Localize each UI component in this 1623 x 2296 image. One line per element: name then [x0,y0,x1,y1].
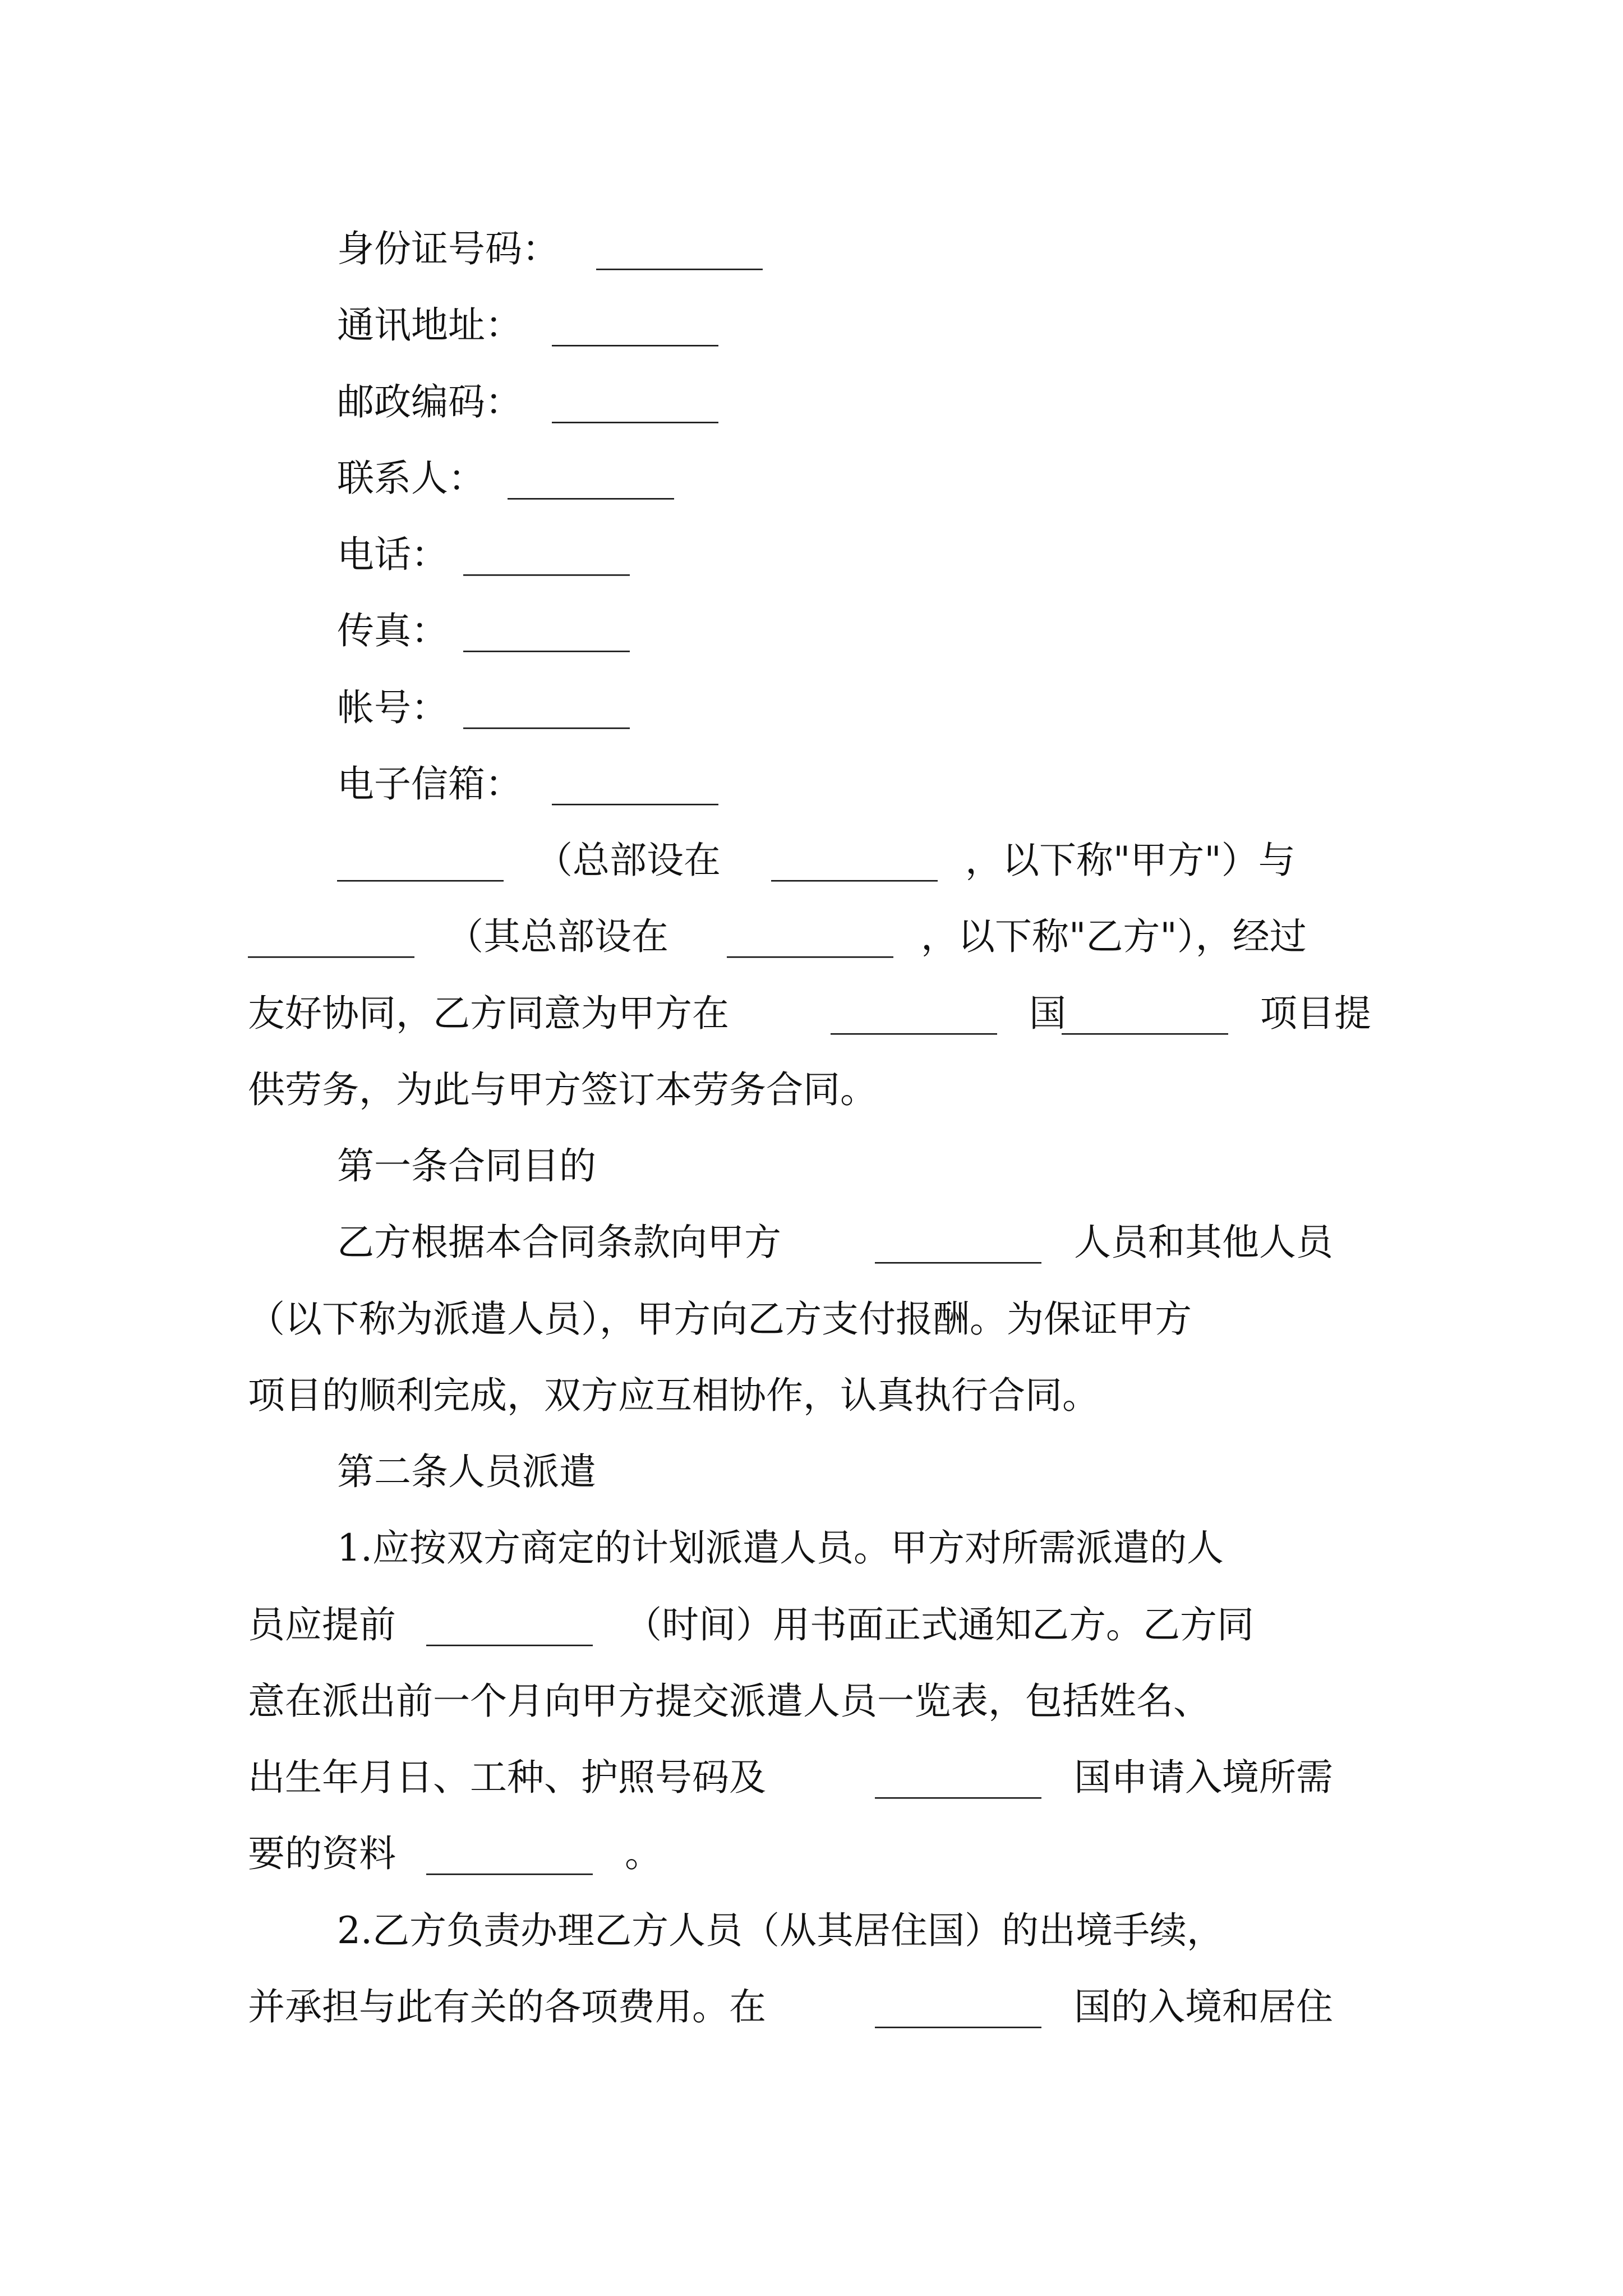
preamble-line-2 [0,903,1623,970]
documents-blank: _________ [426,1832,593,1875]
preamble-text: （总部设在 [536,839,721,882]
party-a-hq-blank: _________ [771,839,938,882]
country-blank: _________ [831,992,997,1035]
preamble-text: （其总部设在 [446,915,668,958]
party-a-name-blank: _________ [337,839,504,882]
article-2-line-5 [0,1820,1623,1888]
preamble-line-3 [0,980,1623,1047]
article-2-line-4 [0,1744,1623,1811]
fax-label: 传真： [337,609,448,652]
article-2-line-2 [0,1591,1623,1659]
article-1-heading [0,1133,1623,1200]
article-text: （时间）用书面正式通知乙方。乙方同 [625,1603,1254,1646]
article-text: 。 [625,1832,662,1875]
fax-blank: _________ [463,609,630,652]
article-1-line-2 [0,1286,1623,1353]
article-2-line-1 [0,1515,1623,1582]
postal-code-blank: _________ [552,380,718,424]
preamble-line-1 [0,827,1623,894]
preamble-text: 项目提 [1260,992,1371,1035]
article-text: 要的资料 [248,1832,396,1875]
entry-country-blank: _________ [875,1756,1041,1799]
id-number-line [0,215,1623,283]
preamble-text: 友好协同，乙方同意为甲方在 [248,992,729,1035]
party-b-name-blank: _________ [248,915,414,958]
article-text: 1.应按双方商定的计划派遣人员。甲方对所需派遣的人 [337,1526,1224,1570]
account-blank: _________ [463,686,630,729]
article-text: 员应提前 [248,1603,396,1646]
article-2-line-6 [0,1897,1623,1964]
article-1-line-3 [0,1362,1623,1429]
residence-country-blank: _________ [875,1985,1041,2028]
postal-code-line [0,369,1623,436]
email-label: 电子信箱： [337,762,522,806]
phone-label: 电话： [337,533,448,576]
article-text: 出生年月日、工种、护照号码及 [248,1756,766,1799]
article-heading-text: 第二条人员派遣 [337,1450,596,1493]
preamble-line-4 [0,1056,1623,1124]
account-label: 帐号： [337,686,448,729]
preamble-text: ，以下称"甲方"）与 [965,839,1295,882]
article-text: 并承担与此有关的各项费用。在 [248,1985,766,2028]
article-2-line-3 [0,1668,1623,1735]
article-text: 乙方根据本合同条款向甲方 [337,1221,781,1264]
article-1-line-1 [0,1209,1623,1276]
postal-code-label: 邮政编码： [337,380,522,424]
phone-line [0,521,1623,588]
article-text: 意在派出前一个月向甲方提交派遣人员一览表，包括姓名、 [248,1680,1210,1723]
preamble-text: 供劳务，为此与甲方签订本劳务合同。 [248,1068,877,1111]
party-b-hq-blank: _________ [727,915,893,958]
preamble-text: ，以下称"乙方"），经过 [921,915,1307,958]
id-number-label: 身份证号码： [337,227,559,270]
mailing-address-line [0,292,1623,359]
phone-blank: _________ [463,533,630,576]
contact-person-blank: _________ [508,457,674,500]
article-text: 2.乙方负责办理乙方人员（从其居住国）的出境手续， [337,1909,1224,1952]
article-text: 人员和其他人员 [1074,1221,1333,1264]
mailing-address-label: 通讯地址： [337,303,522,347]
id-number-blank: _________ [596,227,763,270]
project-blank: _________ [1062,992,1228,1035]
fax-line [0,597,1623,665]
personnel-type-blank: _________ [875,1221,1041,1264]
account-line [0,674,1623,742]
article-text: 国的入境和居住 [1074,1985,1333,2028]
email-blank: _________ [552,762,718,806]
mailing-address-blank: _________ [552,303,718,347]
contact-person-line [0,445,1623,512]
email-line [0,751,1623,818]
notice-time-blank: _________ [426,1603,593,1646]
article-text: 项目的顺利完成，双方应互相协作，认真执行合同。 [248,1374,1099,1417]
preamble-text: 国 [1029,992,1066,1035]
contact-person-label: 联系人： [337,457,485,500]
article-text: 国申请入境所需 [1074,1756,1333,1799]
article-2-heading [0,1438,1623,1506]
article-2-line-7 [0,1973,1623,2041]
article-text: （以下称为派遣人员），甲方向乙方支付报酬。为保证甲方 [248,1297,1192,1341]
article-heading-text: 第一条合同目的 [337,1144,596,1188]
